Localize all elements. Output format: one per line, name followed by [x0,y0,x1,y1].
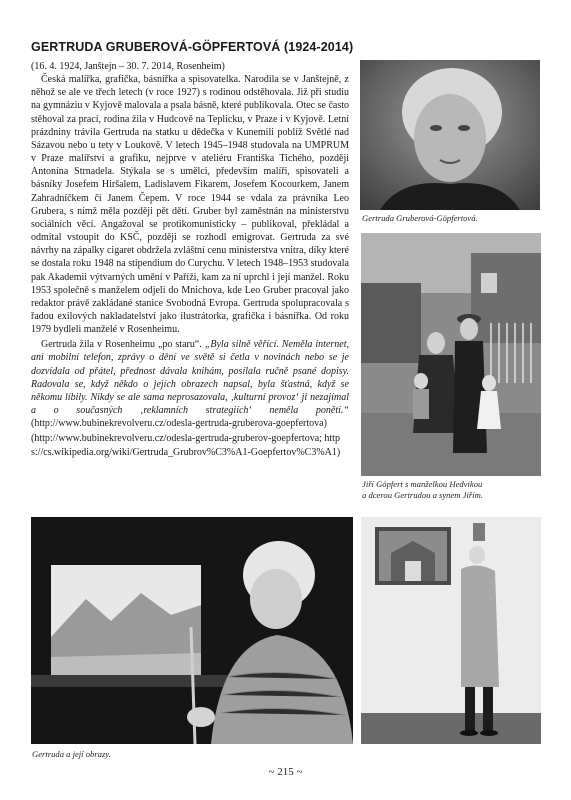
portrait-caption: Gertruda Gruberová-Göpfertová. [362,213,478,223]
article-body [31,60,349,459]
rosenheim-lead: Gertruda žila v Rosenheimu „po staru“. [41,339,205,351]
painting-photo [31,517,353,744]
painting-caption: Gertruda a její obrazy. [32,749,111,759]
family-image [361,233,541,476]
portrait-photo [360,60,540,210]
painting-image [31,517,353,744]
family-photo [361,233,541,476]
rosenheim-quote: „Byla silně věřící. Neměla internet, ani mobilní telefon, zprávy o dění ve světě si četla v novinách nebo se je dozvídala od přátel, přednost dávala knihám, posílala ručně psané dopisy. Radovala se, když někdo o jejích obrazech napsal, byla šťastná, když se někomu líbily. Nikdy se ale sama neprosazovala, ‚kulturní provoz‘ ji nezajímal a o současných ‚reklamních strategiích‘ neměla ponětí.“ [31,339,350,417]
family-caption-line1: Jiří Göpfert s manželkou Hedvikou [362,479,483,489]
portrait-image [360,60,540,210]
life-dates: (16. 4. 1924, Janštejn – 30. 7. 2014, Rosenheim) [31,61,225,72]
page-number: ~ 215 ~ [268,766,303,778]
rosenheim-source: (http://www.bubinekrevolveru.cz/odesla-gertruda-gruberova-goepfertova) [31,418,327,430]
biography-paragraph: Česká malířka, grafička, básnířka a spisovatelka. Narodila se v Janštejně, z něhož se ale ve třech letech (v roce 1927) s rodinou odstěhovala. Již při studiu na gymnáziu v Kyjově malovala a psala básně, které publikovala. Otec se často stěhoval za prací, rodina žila v Hudcově na Teplicku, v Praze i v Kyjově. Letní prázdniny trávila Gertruda na statku u dědečka v Kunemili poblíž Světlé nad Sázavou nebo u tety v Loukově. V letech 1945–1948 studovala na UMPRUM v Praze malířství a grafiku, nejprve v ateliéru Františka Tichého, později Antonína Strnadela. Stýkala se s umělci, především malíři, spisovateli a básníky Josefem Hiršalem, Ladislavem Fikarem, Josefem Kocourkem, Janem Zahradníčkem či Janem Čepem. V roce 1944 se vdala za právníka Leo Grubera, s nímž měla později pět dětí. Gruber byl zaměstnán na ministerstvu sociálních věcí. Angažoval se protikomunisticky – publikoval, překládal a odmítal vstoupit do KSČ, později se rozhodl emigrovat. Gertruda za své návrhy na zápalky cigaret obdržela zvláštní cenu ministerstva vnitra, díky které se dostala roku 1948 na stipendium do Curychu. V letech 1948–1953 studovala pak Akademii výtvarných umění v Paříži, kam za ní uprchl i její manžel. Roku 1953 společně s manželem odjeli do Mnichova, kde Leo Gruber pracoval jako redaktor právě zakládané stanice Svobodná Evropa. Gertruda spolupracovala s řadou exilových nakladatelství jako ilustrátorka, grafička i básnířka. Od roku 1979 bydleli manželé v Rosenheimu. [31,74,349,336]
article-title: GERTRUDA GRUBEROVÁ-GÖPFERTOVÁ (1924-2014) [31,40,354,54]
gallery-image [361,517,541,744]
family-caption-line2: a dcerou Gertrudou a synem Jiřím. [362,490,483,500]
sources-list: (http://www.bubinekrevolveru.cz/odesla-gertruda-gruberov-goepfertova; https://cs.wikipedia.org/wiki/Gertruda_Grubrov%C3%A1-Goepfertov%C3%A1) [31,433,341,458]
rosenheim-paragraph [31,338,349,430]
family-caption [362,479,483,501]
gallery-photo [361,517,541,744]
